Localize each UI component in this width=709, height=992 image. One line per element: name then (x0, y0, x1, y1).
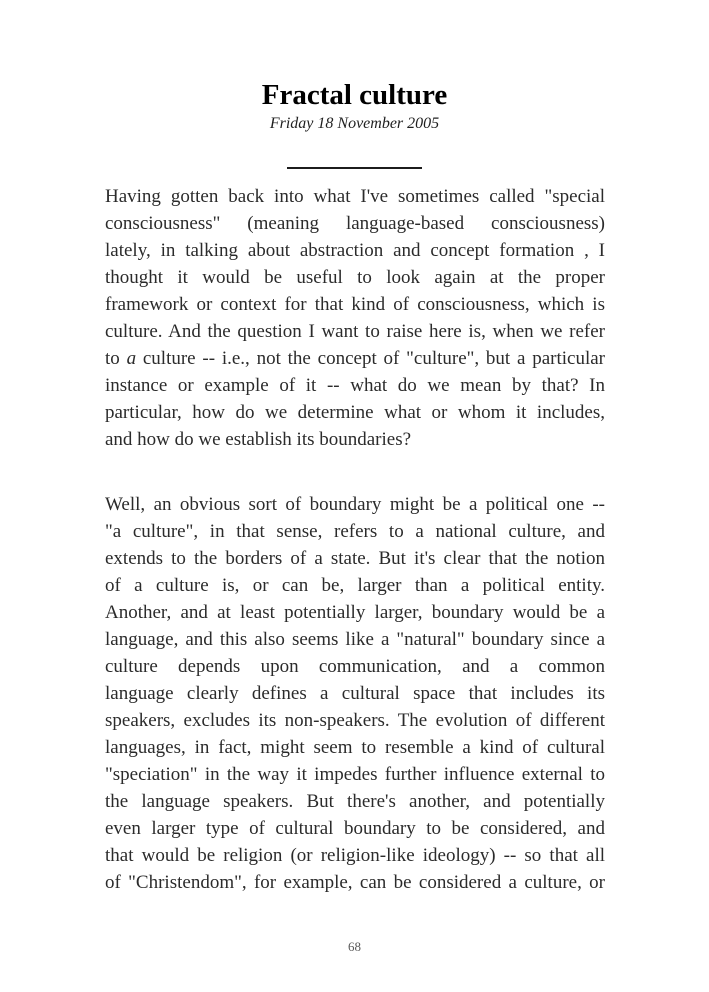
paragraph-2 (105, 491, 605, 896)
text-line: culture depends upon communication, and a common (105, 656, 605, 677)
text-segment: to (105, 348, 127, 369)
text-line: extends to the borders of a state. But it's clear that the notion (105, 548, 605, 569)
text-line: instance or example of it -- what do we mean by that? In (105, 375, 605, 396)
text-line: Well, an obvious sort of boundary might be a political one -- (105, 494, 605, 515)
text-line: framework or context for that kind of consciousness, which is (105, 294, 605, 315)
text-line: thought it would be useful to look again at the proper (105, 267, 605, 288)
text-line: "speciation" in the way it impedes further influence external to (105, 764, 605, 785)
text-line: even larger type of cultural boundary to be considered, and (105, 818, 605, 839)
body-text (0, 183, 709, 896)
date-subtitle: Friday 18 November 2005 (269, 115, 440, 132)
horizontal-rule (287, 167, 422, 169)
text-line: consciousness" (meaning language-based consciousness) (105, 213, 605, 234)
text-line: speakers, excludes its non-speakers. The evolution of different (105, 710, 605, 731)
page-number: 68 (348, 939, 361, 954)
text-line: "a culture", in that sense, refers to a national culture, and (105, 521, 605, 542)
text-line: Another, and at least potentially larger, boundary would be a (105, 602, 605, 623)
text-line: particular, how do we determine what or whom it includes, (105, 402, 605, 423)
text-line: language, and this also seems like a "natural" boundary since a (105, 629, 605, 650)
page-title: Fractal culture (261, 79, 448, 111)
text-line: the language speakers. But there's another, and potentially (105, 791, 605, 812)
text-line: of "Christendom", for example, can be considered a culture, or (105, 872, 605, 893)
paragraph-1 (105, 183, 605, 453)
text-line: and how do we establish its boundaries? (105, 429, 412, 450)
text-segment: culture -- i.e., not the concept of "culture", but a particular (136, 348, 606, 369)
text-line: language clearly defines a cultural space that includes its (105, 683, 605, 704)
text-line: lately, in talking about abstraction and concept formation , I (105, 240, 605, 261)
text-line: Having gotten back into what I've sometimes called "special (105, 186, 605, 207)
text-line: that would be religion (or religion-like ideology) -- so that all (105, 845, 605, 866)
text-line (105, 345, 605, 372)
italic-word: a (126, 348, 137, 369)
text-line: culture. And the question I want to raise here is, when we refer (105, 321, 605, 342)
text-line: languages, in fact, might seem to resemble a kind of cultural (105, 737, 605, 758)
text-line: of a culture is, or can be, larger than a political entity. (105, 575, 605, 596)
